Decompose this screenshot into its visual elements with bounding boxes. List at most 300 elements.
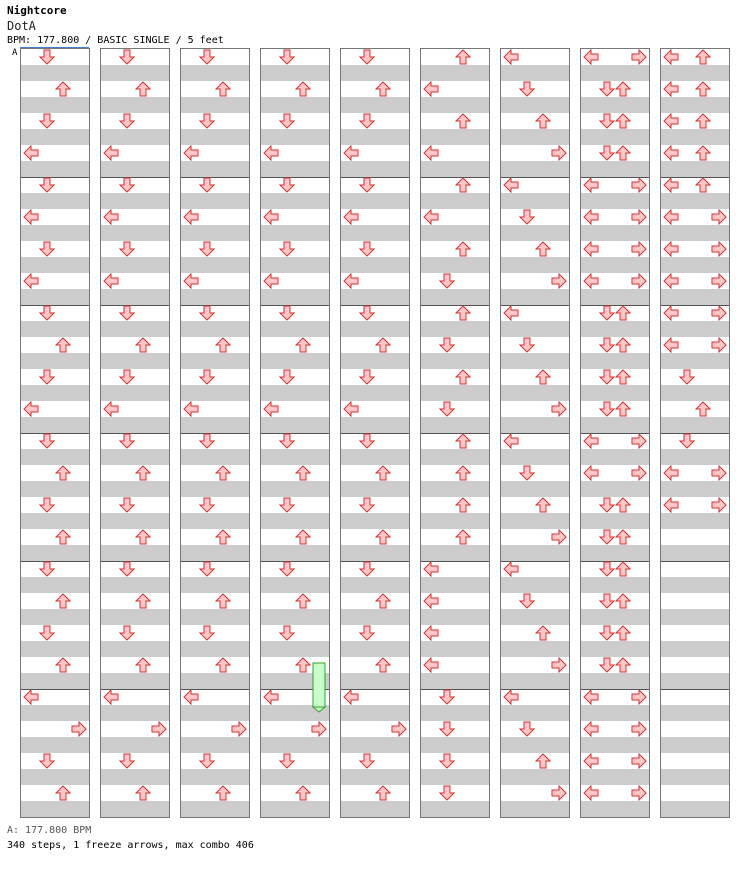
- down-arrow-icon: [199, 561, 215, 577]
- beat-band: [661, 129, 729, 145]
- chart-column: [100, 48, 170, 818]
- beat-band: [101, 257, 169, 273]
- down-arrow-icon: [39, 625, 55, 641]
- left-arrow-icon: [583, 433, 599, 449]
- measure-line: [21, 305, 89, 306]
- up-arrow-icon: [455, 369, 471, 385]
- beat-band: [261, 97, 329, 113]
- up-arrow-icon: [295, 81, 311, 97]
- beat-band: [261, 225, 329, 241]
- right-arrow-icon: [711, 209, 727, 225]
- down-arrow-icon: [119, 241, 135, 257]
- up-arrow-icon: [375, 465, 391, 481]
- up-arrow-icon: [535, 625, 551, 641]
- down-arrow-icon: [359, 113, 375, 129]
- left-arrow-icon: [663, 145, 679, 161]
- left-arrow-icon: [583, 209, 599, 225]
- beat-band: [21, 289, 89, 305]
- beat-band: [501, 545, 569, 561]
- up-arrow-icon: [615, 593, 631, 609]
- down-arrow-icon: [279, 49, 295, 65]
- beat-band: [21, 97, 89, 113]
- beat-band: [661, 449, 729, 465]
- measure-line: [261, 177, 329, 178]
- beat-band: [341, 161, 409, 177]
- beat-band: [261, 769, 329, 785]
- down-arrow-icon: [359, 561, 375, 577]
- beat-band: [581, 481, 649, 497]
- right-arrow-icon: [551, 401, 567, 417]
- beat-band: [101, 577, 169, 593]
- beat-band: [341, 481, 409, 497]
- beat-band: [661, 257, 729, 273]
- down-arrow-icon: [119, 753, 135, 769]
- down-arrow-icon: [119, 113, 135, 129]
- beat-band: [101, 65, 169, 81]
- up-arrow-icon: [455, 529, 471, 545]
- measure-line: [181, 433, 249, 434]
- right-arrow-icon: [551, 785, 567, 801]
- beat-band: [181, 449, 249, 465]
- left-arrow-icon: [583, 465, 599, 481]
- beat-band: [181, 65, 249, 81]
- down-arrow-icon: [359, 241, 375, 257]
- beat-band: [581, 385, 649, 401]
- down-arrow-icon: [439, 689, 455, 705]
- left-arrow-icon: [583, 785, 599, 801]
- beat-band: [21, 577, 89, 593]
- measure-line: [101, 561, 169, 562]
- right-arrow-icon: [711, 337, 727, 353]
- up-arrow-icon: [615, 113, 631, 129]
- beat-band: [101, 353, 169, 369]
- beat-band: [421, 641, 489, 657]
- up-arrow-icon: [135, 337, 151, 353]
- beat-band: [661, 609, 729, 625]
- beat-band: [261, 353, 329, 369]
- up-arrow-icon: [535, 753, 551, 769]
- left-arrow-icon: [663, 337, 679, 353]
- down-arrow-icon: [279, 561, 295, 577]
- down-arrow-icon: [679, 369, 695, 385]
- beat-band: [501, 417, 569, 433]
- beat-band: [341, 417, 409, 433]
- left-arrow-icon: [423, 657, 439, 673]
- down-arrow-icon: [279, 625, 295, 641]
- beat-band: [261, 129, 329, 145]
- right-arrow-icon: [711, 497, 727, 513]
- beat-band: [661, 417, 729, 433]
- beat-band: [501, 225, 569, 241]
- chart-column: [500, 48, 570, 818]
- left-arrow-icon: [423, 561, 439, 577]
- left-arrow-icon: [663, 497, 679, 513]
- beat-band: [341, 513, 409, 529]
- beat-band: [261, 289, 329, 305]
- up-arrow-icon: [135, 657, 151, 673]
- freeze-arrow-icon: [311, 657, 327, 717]
- beat-band: [501, 513, 569, 529]
- beat-band: [421, 321, 489, 337]
- up-arrow-icon: [535, 369, 551, 385]
- down-arrow-icon: [39, 177, 55, 193]
- chart-stats: 340 steps, 1 freeze arrows, max combo 406: [7, 840, 254, 851]
- down-arrow-icon: [39, 113, 55, 129]
- measure-line: [21, 561, 89, 562]
- up-arrow-icon: [455, 113, 471, 129]
- up-arrow-icon: [455, 433, 471, 449]
- beat-band: [581, 577, 649, 593]
- left-arrow-icon: [503, 561, 519, 577]
- up-arrow-icon: [55, 337, 71, 353]
- down-arrow-icon: [119, 561, 135, 577]
- beat-band: [261, 417, 329, 433]
- beat-band: [181, 737, 249, 753]
- up-arrow-icon: [375, 785, 391, 801]
- up-arrow-icon: [375, 657, 391, 673]
- down-arrow-icon: [439, 721, 455, 737]
- beat-band: [341, 225, 409, 241]
- down-arrow-icon: [199, 49, 215, 65]
- beat-band: [421, 193, 489, 209]
- beat-band: [21, 353, 89, 369]
- beat-band: [181, 161, 249, 177]
- beat-band: [341, 705, 409, 721]
- beat-band: [421, 129, 489, 145]
- beat-band: [421, 65, 489, 81]
- beat-band: [661, 65, 729, 81]
- right-arrow-icon: [631, 177, 647, 193]
- left-arrow-icon: [423, 593, 439, 609]
- up-arrow-icon: [695, 81, 711, 97]
- beat-band: [261, 609, 329, 625]
- measure-line: [661, 561, 729, 562]
- down-arrow-icon: [439, 753, 455, 769]
- left-arrow-icon: [423, 625, 439, 641]
- beat-band: [181, 673, 249, 689]
- down-arrow-icon: [39, 49, 55, 65]
- beat-band: [581, 161, 649, 177]
- beat-band: [661, 545, 729, 561]
- up-arrow-icon: [55, 657, 71, 673]
- beat-band: [101, 801, 169, 817]
- down-arrow-icon: [279, 433, 295, 449]
- beat-band: [661, 705, 729, 721]
- right-arrow-icon: [551, 657, 567, 673]
- left-arrow-icon: [103, 273, 119, 289]
- up-arrow-icon: [55, 465, 71, 481]
- left-arrow-icon: [663, 241, 679, 257]
- beat-band: [421, 257, 489, 273]
- left-arrow-icon: [263, 401, 279, 417]
- beat-band: [581, 609, 649, 625]
- down-arrow-icon: [199, 625, 215, 641]
- right-arrow-icon: [631, 49, 647, 65]
- down-arrow-icon: [359, 497, 375, 513]
- chart-column: [180, 48, 250, 818]
- left-arrow-icon: [663, 305, 679, 321]
- right-arrow-icon: [551, 145, 567, 161]
- left-arrow-icon: [103, 145, 119, 161]
- beat-band: [581, 289, 649, 305]
- beat-band: [421, 161, 489, 177]
- beat-band: [101, 225, 169, 241]
- down-arrow-icon: [439, 785, 455, 801]
- right-arrow-icon: [71, 721, 87, 737]
- up-arrow-icon: [695, 177, 711, 193]
- beat-band: [581, 65, 649, 81]
- beat-band: [101, 321, 169, 337]
- beat-band: [181, 129, 249, 145]
- up-arrow-icon: [295, 337, 311, 353]
- up-arrow-icon: [135, 593, 151, 609]
- measure-line: [341, 305, 409, 306]
- beat-band: [501, 769, 569, 785]
- beat-band: [21, 673, 89, 689]
- beat-band: [101, 129, 169, 145]
- up-arrow-icon: [135, 529, 151, 545]
- beat-band: [661, 801, 729, 817]
- beat-band: [421, 417, 489, 433]
- beat-band: [421, 705, 489, 721]
- beat-band: [261, 65, 329, 81]
- left-arrow-icon: [583, 177, 599, 193]
- beat-band: [181, 193, 249, 209]
- beat-band: [421, 737, 489, 753]
- beat-band: [101, 513, 169, 529]
- beat-band: [661, 321, 729, 337]
- beat-band: [181, 801, 249, 817]
- measure-line: [341, 561, 409, 562]
- down-arrow-icon: [599, 305, 615, 321]
- up-arrow-icon: [455, 241, 471, 257]
- down-arrow-icon: [199, 177, 215, 193]
- beat-band: [661, 161, 729, 177]
- beat-band: [181, 545, 249, 561]
- down-arrow-icon: [199, 433, 215, 449]
- down-arrow-icon: [119, 49, 135, 65]
- left-arrow-icon: [343, 689, 359, 705]
- left-arrow-icon: [503, 433, 519, 449]
- beat-band: [101, 97, 169, 113]
- beat-band: [21, 801, 89, 817]
- down-arrow-icon: [199, 753, 215, 769]
- beat-band: [261, 321, 329, 337]
- beat-band: [101, 641, 169, 657]
- down-arrow-icon: [519, 465, 535, 481]
- up-arrow-icon: [615, 401, 631, 417]
- down-arrow-icon: [519, 721, 535, 737]
- chart-column: [340, 48, 410, 818]
- right-arrow-icon: [631, 241, 647, 257]
- down-arrow-icon: [279, 177, 295, 193]
- beat-band: [181, 513, 249, 529]
- measure-line: [101, 305, 169, 306]
- beat-band: [101, 289, 169, 305]
- down-arrow-icon: [599, 369, 615, 385]
- chart-column: [260, 48, 330, 818]
- beat-band: [341, 385, 409, 401]
- down-arrow-icon: [39, 241, 55, 257]
- beat-band: [21, 737, 89, 753]
- song-artist: DotA: [7, 19, 36, 33]
- beat-band: [501, 801, 569, 817]
- beat-band: [341, 769, 409, 785]
- left-arrow-icon: [503, 689, 519, 705]
- beat-band: [661, 353, 729, 369]
- up-arrow-icon: [615, 369, 631, 385]
- down-arrow-icon: [519, 593, 535, 609]
- down-arrow-icon: [519, 209, 535, 225]
- left-arrow-icon: [583, 753, 599, 769]
- beat-band: [501, 321, 569, 337]
- beat-band: [101, 737, 169, 753]
- beat-band: [21, 257, 89, 273]
- measure-line: [661, 433, 729, 434]
- beat-band: [181, 769, 249, 785]
- beat-band: [581, 641, 649, 657]
- down-arrow-icon: [279, 369, 295, 385]
- right-arrow-icon: [631, 753, 647, 769]
- beat-band: [341, 321, 409, 337]
- beat-band: [661, 513, 729, 529]
- down-arrow-icon: [39, 369, 55, 385]
- up-arrow-icon: [535, 113, 551, 129]
- left-arrow-icon: [183, 273, 199, 289]
- up-arrow-icon: [215, 529, 231, 545]
- beat-band: [661, 289, 729, 305]
- up-arrow-icon: [615, 145, 631, 161]
- beat-band: [501, 65, 569, 81]
- beat-band: [341, 289, 409, 305]
- beat-band: [261, 385, 329, 401]
- beat-band: [341, 193, 409, 209]
- beat-band: [501, 673, 569, 689]
- beat-band: [181, 353, 249, 369]
- up-arrow-icon: [295, 593, 311, 609]
- up-arrow-icon: [615, 529, 631, 545]
- measure-line: [101, 433, 169, 434]
- down-arrow-icon: [199, 497, 215, 513]
- left-arrow-icon: [103, 209, 119, 225]
- down-arrow-icon: [199, 305, 215, 321]
- right-arrow-icon: [711, 465, 727, 481]
- left-arrow-icon: [343, 145, 359, 161]
- down-arrow-icon: [599, 401, 615, 417]
- right-arrow-icon: [631, 785, 647, 801]
- down-arrow-icon: [39, 561, 55, 577]
- right-arrow-icon: [631, 273, 647, 289]
- beat-band: [421, 577, 489, 593]
- up-arrow-icon: [215, 465, 231, 481]
- beat-band: [421, 449, 489, 465]
- down-arrow-icon: [599, 337, 615, 353]
- left-arrow-icon: [423, 81, 439, 97]
- down-arrow-icon: [599, 561, 615, 577]
- beat-band: [261, 161, 329, 177]
- right-arrow-icon: [631, 721, 647, 737]
- up-arrow-icon: [215, 337, 231, 353]
- down-arrow-icon: [599, 113, 615, 129]
- beat-band: [181, 641, 249, 657]
- beat-band: [661, 225, 729, 241]
- beat-band: [21, 225, 89, 241]
- beat-band: [501, 641, 569, 657]
- up-arrow-icon: [615, 497, 631, 513]
- up-arrow-icon: [695, 113, 711, 129]
- measure-line: [181, 561, 249, 562]
- beat-band: [581, 225, 649, 241]
- down-arrow-icon: [119, 625, 135, 641]
- up-arrow-icon: [215, 785, 231, 801]
- up-arrow-icon: [55, 785, 71, 801]
- up-arrow-icon: [375, 529, 391, 545]
- down-arrow-icon: [599, 81, 615, 97]
- up-arrow-icon: [455, 497, 471, 513]
- beat-band: [261, 801, 329, 817]
- beat-band: [181, 417, 249, 433]
- left-arrow-icon: [23, 209, 39, 225]
- beat-band: [101, 417, 169, 433]
- beat-band: [21, 449, 89, 465]
- down-arrow-icon: [599, 145, 615, 161]
- up-arrow-icon: [375, 337, 391, 353]
- up-arrow-icon: [695, 401, 711, 417]
- left-arrow-icon: [423, 145, 439, 161]
- down-arrow-icon: [359, 433, 375, 449]
- right-arrow-icon: [631, 209, 647, 225]
- down-arrow-icon: [119, 497, 135, 513]
- down-arrow-icon: [599, 625, 615, 641]
- up-arrow-icon: [55, 81, 71, 97]
- up-arrow-icon: [695, 49, 711, 65]
- up-arrow-icon: [455, 305, 471, 321]
- left-arrow-icon: [583, 273, 599, 289]
- beat-band: [181, 225, 249, 241]
- up-arrow-icon: [535, 241, 551, 257]
- beat-band: [341, 577, 409, 593]
- down-arrow-icon: [599, 497, 615, 513]
- beat-band: [21, 65, 89, 81]
- up-arrow-icon: [455, 465, 471, 481]
- beat-band: [421, 609, 489, 625]
- beat-band: [341, 609, 409, 625]
- left-arrow-icon: [503, 49, 519, 65]
- beat-band: [261, 577, 329, 593]
- beat-band: [181, 577, 249, 593]
- left-arrow-icon: [503, 177, 519, 193]
- beat-band: [501, 481, 569, 497]
- measure-line: [21, 177, 89, 178]
- up-arrow-icon: [615, 625, 631, 641]
- right-arrow-icon: [711, 305, 727, 321]
- right-arrow-icon: [711, 273, 727, 289]
- beat-band: [581, 193, 649, 209]
- down-arrow-icon: [39, 753, 55, 769]
- down-arrow-icon: [279, 241, 295, 257]
- beat-band: [181, 481, 249, 497]
- beat-band: [101, 609, 169, 625]
- beat-band: [341, 673, 409, 689]
- beat-band: [181, 257, 249, 273]
- measure-line: [21, 433, 89, 434]
- beat-band: [261, 545, 329, 561]
- beat-band: [581, 673, 649, 689]
- up-arrow-icon: [375, 81, 391, 97]
- right-arrow-icon: [311, 721, 327, 737]
- down-arrow-icon: [199, 241, 215, 257]
- beat-band: [421, 545, 489, 561]
